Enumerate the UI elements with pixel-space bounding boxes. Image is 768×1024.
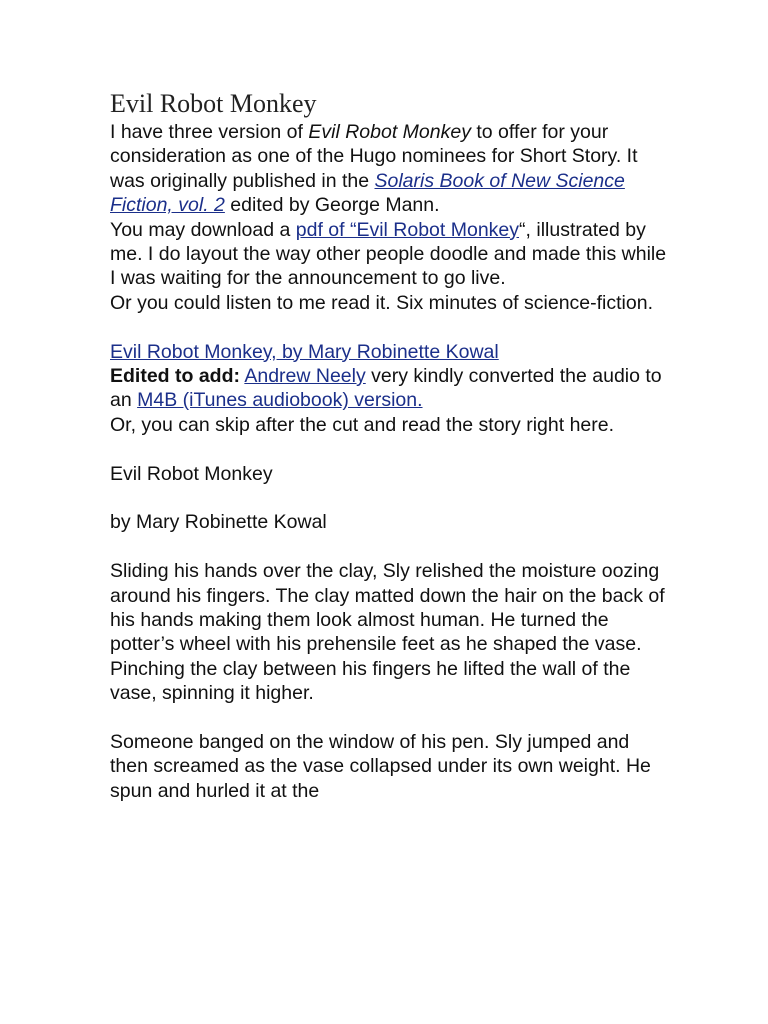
story-title: Evil Robot Monkey — [110, 462, 273, 485]
intro-text-3: edited by George Mann. — [224, 194, 440, 217]
spacer — [110, 486, 668, 510]
spacer — [110, 535, 668, 559]
story-byline: by Mary Robinette Kowal — [110, 511, 327, 534]
edited-text: very kindly converted the audio to an — [110, 365, 662, 412]
pdf-download-link[interactable]: pdf of “Evil Robot Monkey — [295, 218, 520, 241]
story-paragraph-1: Sliding his hands over the clay, Sly relished the moisture oozing around his fingers. The clay matted down the hair on the back of his hands making them look almost human. He turned the potter’s wheel with his prehensile feet as he shaped the vase. Pinching the clay between his fingers he lifted the wall of the vase, spinning it higher. — [110, 560, 665, 705]
spacer — [110, 315, 668, 339]
listen-paragraph: Or you could listen to me read it. Six minutes of science-fiction. — [110, 291, 653, 314]
audio-link[interactable]: Evil Robot Monkey, by Mary Robinette Kowal — [110, 340, 499, 363]
spacer — [110, 706, 668, 730]
skip-paragraph: Or, you can skip after the cut and read the story right here. — [110, 413, 615, 436]
download-text-2: “, illustrated by me. I do layout the way other people doodle and made this while I was waiting for the announcement to go live. — [110, 218, 667, 290]
story-title-emphasis: Evil Robot Monkey — [308, 121, 471, 143]
m4b-version-link[interactable]: M4B (iTunes audiobook) version. — [137, 389, 423, 412]
andrew-neely-link[interactable]: Andrew Neely — [244, 365, 366, 388]
solaris-book-link[interactable]: Solaris Book of New Science Fiction, vol. 2 — [110, 169, 625, 217]
story-paragraph-2: Someone banged on the window of his pen. Sly jumped and then screamed as the vase collapsed under its own weight. He spun and hurled it at the — [110, 731, 651, 802]
spacer — [110, 437, 668, 461]
page-title: Evil Robot Monkey — [110, 89, 317, 118]
audio-paragraph — [110, 340, 668, 364]
intro-text-2: to offer for your consideration as one of the Hugo nominees for Short Story. It was originally published in the — [110, 121, 638, 192]
edited-paragraph — [110, 364, 668, 413]
download-paragraph — [110, 218, 668, 291]
intro-paragraph — [110, 120, 668, 218]
intro-text-1: I have three version of — [110, 121, 309, 143]
edited-label: Edited to add: — [110, 365, 240, 388]
download-text-1: You may download a — [110, 218, 296, 241]
